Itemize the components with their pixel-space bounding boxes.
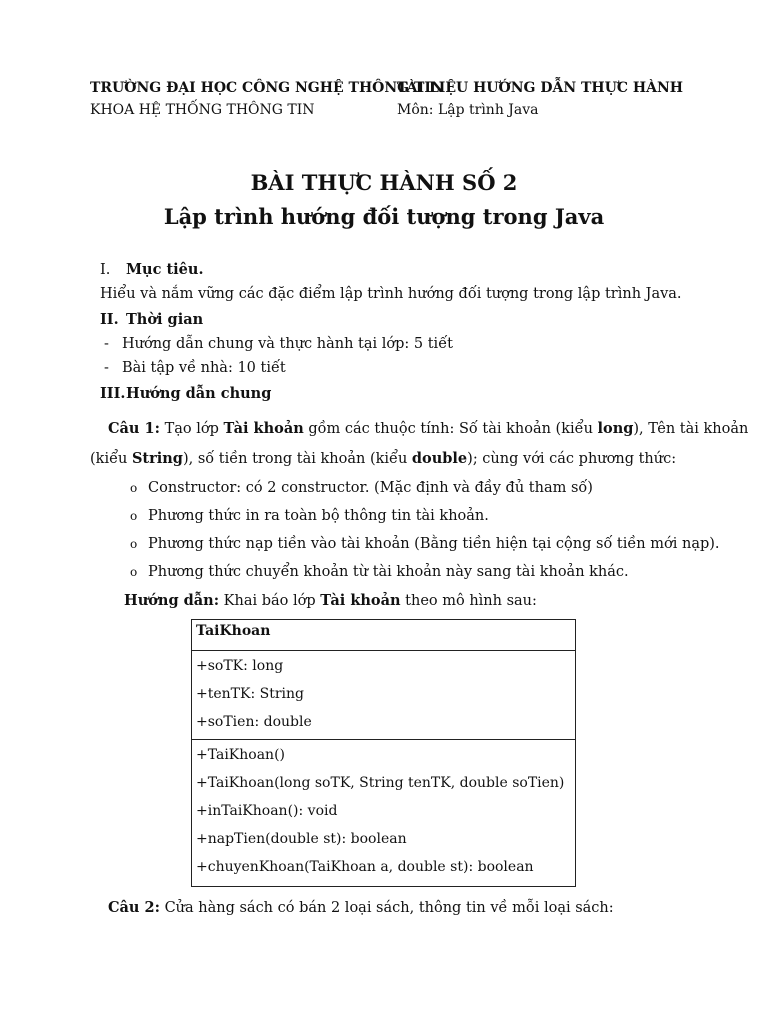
- faculty-name: KHOA HỆ THỐNG THÔNG TIN: [90, 102, 315, 118]
- bold-run: long: [597, 420, 634, 437]
- section-label: Hướng dẫn chung: [126, 385, 272, 402]
- document-type: TÀI LIỆU HƯỚNG DẪN THỰC HÀNH: [397, 80, 684, 96]
- exercise-title: BÀI THỰC HÀNH SỐ 2: [250, 170, 518, 195]
- uml-operation: +TaiKhoan(): [196, 747, 285, 763]
- text-run: ), Tên tài khoản: [633, 421, 749, 437]
- bold-run: String: [131, 450, 183, 467]
- uml-operation: +inTaiKhoan(): void: [196, 803, 338, 819]
- bold-run: Tài khoản: [320, 592, 401, 609]
- uml-operations: [192, 740, 575, 881]
- circle-bullet-icon: o: [130, 565, 138, 579]
- section-number: I.: [100, 262, 111, 278]
- section-label: Thời gian: [126, 311, 204, 328]
- time-item-text: Bài tập về nhà: 10 tiết: [122, 360, 286, 376]
- circle-bullet-icon: o: [130, 481, 138, 495]
- subject-line: Môn: Lập trình Java: [397, 102, 539, 118]
- section-number: II.: [100, 311, 119, 328]
- q1-bullet: [130, 564, 629, 580]
- text-run: (kiểu: [90, 451, 132, 467]
- uml-attribute: +tenTK: String: [196, 686, 304, 702]
- objectives-text: Hiểu và nắm vững các đặc điểm lập trình hướng đối tượng trong lập trình Java.: [100, 286, 682, 302]
- uml-class-box: [191, 619, 576, 887]
- question-2: [108, 899, 614, 916]
- uml-attributes: [192, 651, 575, 740]
- text-run: Cửa hàng sách có bán 2 loại sách, thông tin về mỗi loại sách:: [159, 900, 614, 916]
- uml-operation: +TaiKhoan(long soTK, String tenTK, double soTien): [196, 775, 565, 791]
- university-name: TRƯỜNG ĐẠI HỌC CÔNG NGHỆ THÔNG TIN: [90, 80, 444, 96]
- question-label: Câu 2:: [108, 899, 160, 916]
- bullet-text: Phương thức in ra toàn bộ thông tin tài khoản.: [148, 508, 489, 524]
- bullet-text: Phương thức chuyển khoản từ tài khoản này sang tài khoản khác.: [148, 564, 629, 580]
- text-run: theo mô hình sau:: [400, 593, 537, 609]
- guide-label: Hướng dẫn:: [124, 592, 220, 609]
- time-item: [104, 360, 286, 376]
- circle-bullet-icon: o: [130, 509, 138, 523]
- section-time-heading: [100, 311, 203, 328]
- text-run: Tạo lớp: [159, 421, 224, 437]
- q1-guide: [124, 592, 537, 609]
- q1-bullet: [130, 536, 720, 552]
- uml-operation: +napTien(double st): boolean: [196, 831, 407, 847]
- question-1-line-1: [108, 420, 748, 437]
- text-run: ), số tiền trong tài khoản (kiểu: [182, 451, 412, 467]
- dash-icon: -: [104, 360, 109, 376]
- uml-attribute: +soTien: double: [196, 714, 312, 730]
- time-item: [104, 336, 453, 352]
- circle-bullet-icon: o: [130, 537, 138, 551]
- q1-bullet: [130, 480, 593, 496]
- time-item-text: Hướng dẫn chung và thực hành tại lớp: 5 tiết: [122, 336, 453, 352]
- dash-icon: -: [104, 336, 109, 352]
- question-1-line-2: [90, 450, 676, 467]
- bold-run: Tài khoản: [223, 420, 304, 437]
- bullet-text: Constructor: có 2 constructor. (Mặc định và đầy đủ tham số): [148, 480, 593, 496]
- question-label: Câu 1:: [108, 420, 160, 437]
- text-run: gồm các thuộc tính: Số tài khoản (kiểu: [303, 421, 598, 437]
- bullet-text: Phương thức nạp tiền vào tài khoản (Bằng tiền hiện tại cộng số tiền mới nạp).: [148, 536, 720, 552]
- section-number: III.: [100, 385, 126, 402]
- section-label: Mục tiêu.: [126, 261, 204, 278]
- bold-run: double: [411, 450, 468, 467]
- uml-operation: +chuyenKhoan(TaiKhoan a, double st): boolean: [196, 859, 534, 875]
- text-run: Khai báo lớp: [219, 593, 321, 609]
- text-run: ); cùng với các phương thức:: [467, 451, 677, 467]
- section-objectives-heading: [100, 261, 204, 278]
- uml-class-name: TaiKhoan: [192, 620, 575, 651]
- uml-attribute: +soTK: long: [196, 658, 284, 674]
- q1-bullet: [130, 508, 489, 524]
- exercise-subtitle: Lập trình hướng đối tượng trong Java: [163, 204, 605, 229]
- section-guide-heading: [100, 385, 271, 402]
